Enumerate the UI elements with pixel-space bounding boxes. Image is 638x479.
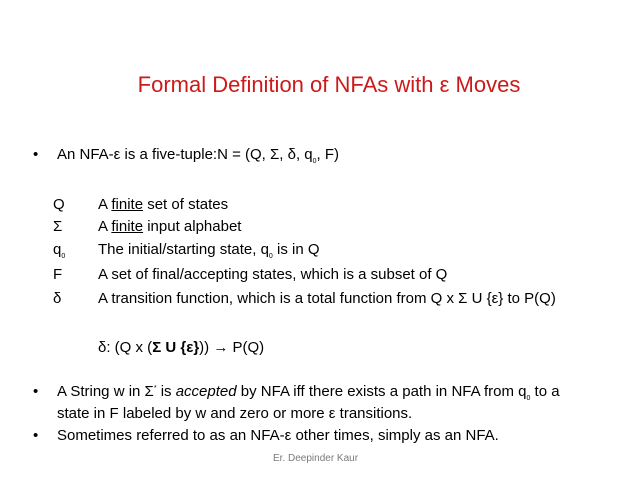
def-symbol-delta: δ [53,290,62,307]
def-text-q: A finite set of states [98,196,229,213]
five-tuple-suffix: , F) [316,146,340,163]
def-text-sigma: A finite input alphabet [98,218,242,235]
underlined-word: finite [111,218,144,235]
def-symbol-f: F [53,266,63,283]
def-symbol-sigma: Σ [53,218,63,235]
bullet-dot: • [33,146,39,163]
underlined-word: finite [111,196,144,213]
bullet-dot: • [33,427,39,444]
def-text-q0: The initial/starting state, $q_0$ is in Q [98,241,320,260]
def-text-f: A set of final/accepting states, which is a subset of Q [98,266,448,283]
accepted-line-2: state in F labeled by w and zero or more ε transitions. [57,405,413,422]
def-symbol-q: Q [53,196,65,213]
bullet-dot: • [33,383,39,400]
def-symbol-q0: $q_0$ [53,241,66,260]
formula-bold: Σ U {ε} [152,339,200,356]
delta-formula: δ: (Q x (Σ U {ε})) → P(Q) [98,339,265,356]
five-tuple-line [57,146,339,164]
slide-title: Formal Definition of NFAs with ε Moves [137,72,521,97]
accepted-word: accepted [175,383,237,400]
accepted-line-1: A String w in Σ* is accepted by NFA iff there exists a path in NFA from $q_0$ to a [57,383,560,402]
referred-line: Sometimes referred to as an NFA-ε other times, simply as an NFA. [57,427,499,444]
q0-subscript: 0 [312,158,317,165]
five-tuple-prefix: An NFA-ε is a five-tuple:N = (Q, Σ, δ, q [57,146,313,163]
def-text-delta: A transition function, which is a total function from Q x Σ U {ε} to P(Q) [98,290,556,307]
footer-author: Er. Deepinder Kaur [273,453,359,464]
